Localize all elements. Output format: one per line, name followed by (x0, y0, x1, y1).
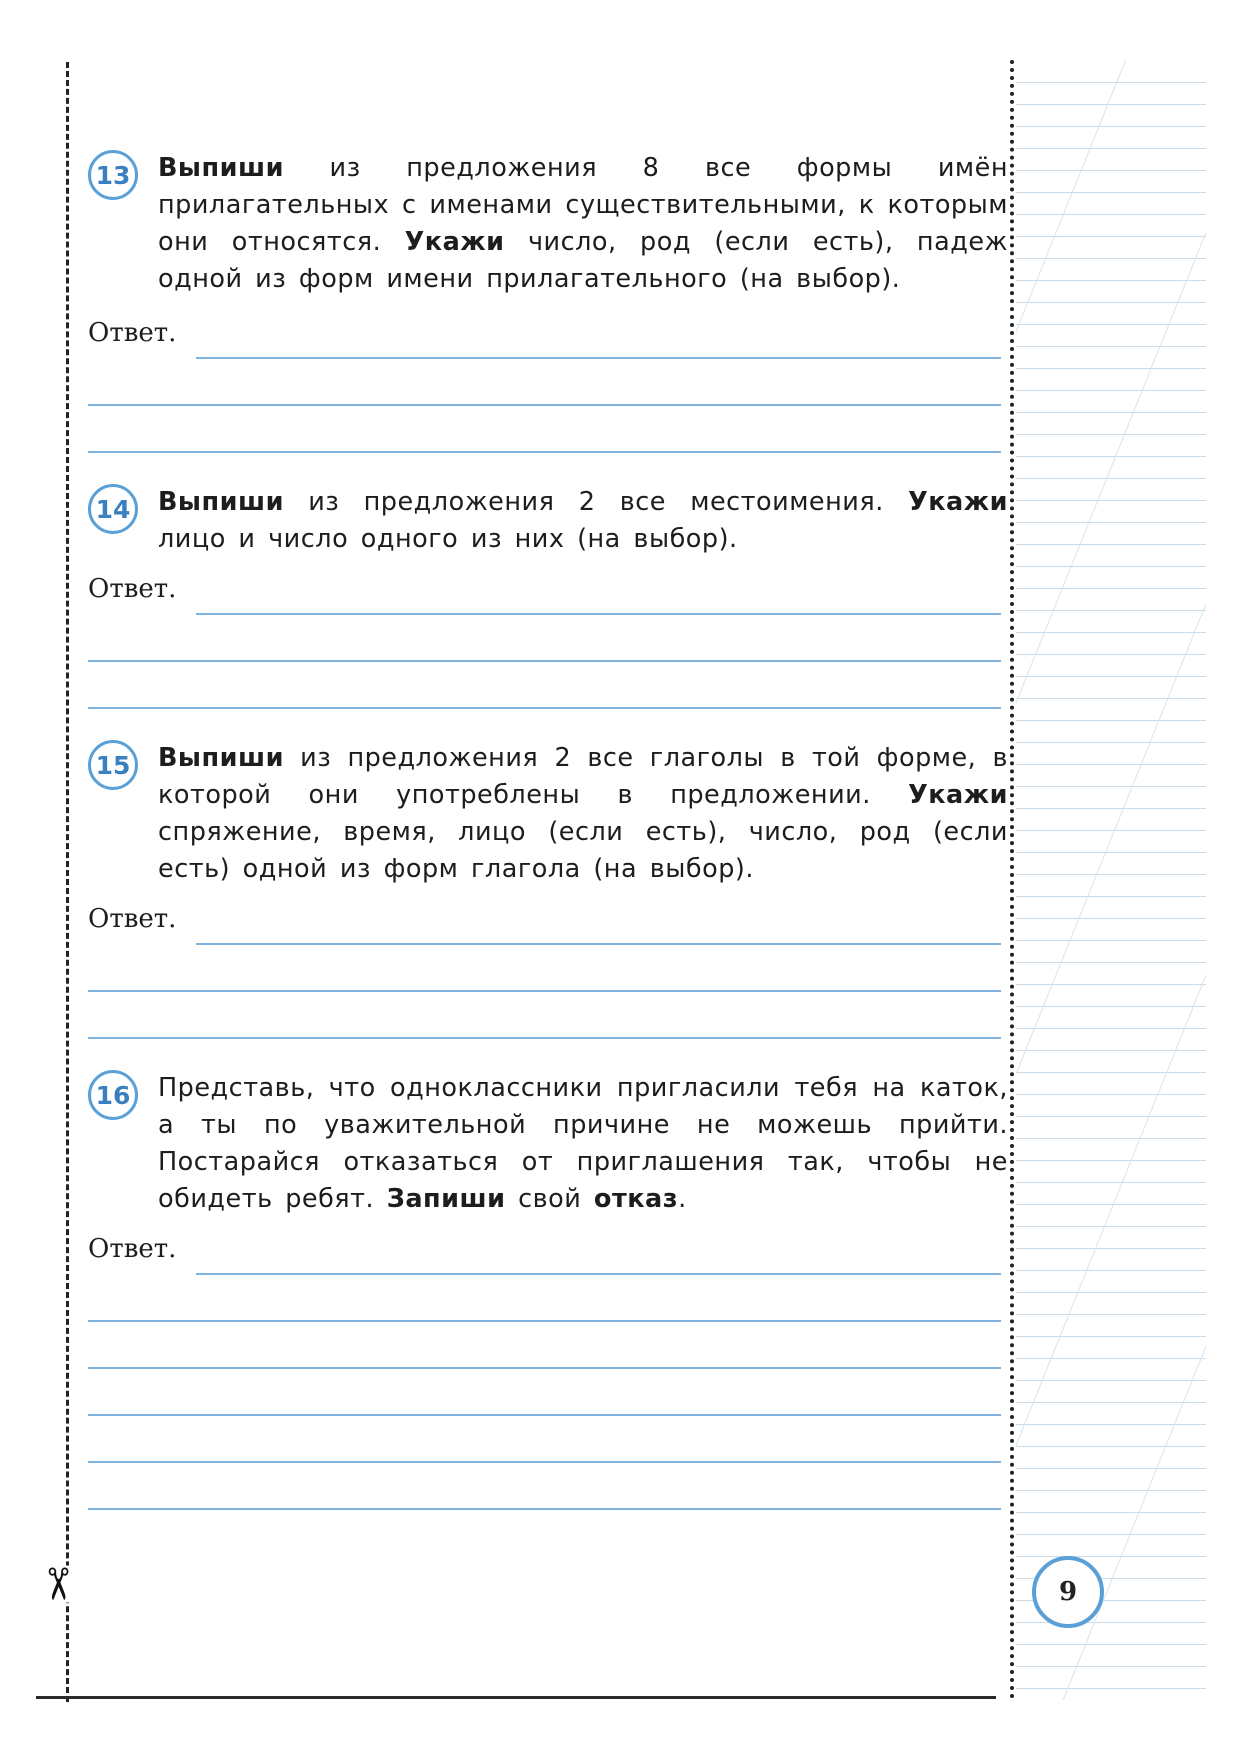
task-question (158, 1070, 1008, 1218)
margin-rule-line (1016, 874, 1206, 875)
margin-rule-line (1016, 192, 1206, 193)
margin-rule-line (1016, 764, 1206, 765)
margin-rule-line (1016, 434, 1206, 435)
answer-label: Ответ. (88, 1234, 177, 1264)
question-text: из предложения 8 все формы имён прилагательных с именами существительными, к которым они относятся. (158, 153, 1008, 257)
margin-rule-line (1016, 1534, 1206, 1535)
task-question (158, 484, 1008, 558)
margin-rule-line (1016, 1292, 1206, 1293)
margin-rule-line (1016, 984, 1206, 985)
task-question (158, 150, 1008, 298)
margin-rule-line (1016, 500, 1206, 501)
margin-rule-line (1016, 324, 1206, 325)
answer-line[interactable] (88, 990, 1001, 992)
margin-rule-line (1016, 1358, 1206, 1359)
margin-rule-line (1016, 1116, 1206, 1117)
margin-rule-line (1016, 610, 1206, 611)
margin-rule-line (1016, 1072, 1206, 1073)
margin-rule-line (1016, 588, 1206, 589)
margin-rule-line (1016, 1556, 1206, 1557)
margin-rule-line (1016, 1226, 1206, 1227)
margin-rule-line (1016, 346, 1206, 347)
question-text: из предложения 2 все глаголы в той форме, в которой они употреблены в предложении. (158, 743, 1008, 810)
answer-line[interactable] (88, 1461, 1001, 1463)
cut-line (66, 62, 69, 1702)
margin-rule-line (1016, 1028, 1206, 1029)
margin-rule-line (1016, 698, 1206, 699)
margin-rule-line (1016, 742, 1206, 743)
margin-rule-line (1016, 390, 1206, 391)
margin-rule-line (1016, 962, 1206, 963)
task-16 (88, 1070, 1008, 1218)
task-question (158, 740, 1008, 888)
question-text: свой (505, 1184, 594, 1214)
answer-line[interactable] (196, 613, 1001, 615)
margin-rule-line (1016, 1336, 1206, 1337)
answer-line[interactable] (88, 1414, 1001, 1416)
bold-instruction: Выпиши (158, 487, 284, 517)
margin-rule-line (1016, 918, 1206, 919)
answer-line[interactable] (88, 1037, 1001, 1039)
margin-rule-line (1016, 412, 1206, 413)
margin-slant-line (1016, 60, 1206, 1700)
answer-label: Ответ. (88, 318, 177, 348)
bold-instruction: Выпиши (158, 153, 284, 183)
margin-border (1010, 60, 1014, 1700)
question-text: спряжение, время, лицо (если есть), число, род (если есть) одной из форм глагола (на выбор). (158, 817, 1008, 884)
task-15 (88, 740, 1008, 888)
margin-rule-line (1016, 720, 1206, 721)
margin-slant-line (1016, 60, 1206, 1700)
margin-rule-line (1016, 1468, 1206, 1469)
margin-rule-line (1016, 1688, 1206, 1689)
margin-rule-line (1016, 654, 1206, 655)
answer-label: Ответ. (88, 904, 177, 934)
answer-line[interactable] (196, 943, 1001, 945)
margin-rule-line (1016, 1204, 1206, 1205)
answer-line[interactable] (88, 404, 1001, 406)
margin-rule-line (1016, 1644, 1206, 1645)
margin-rule-line (1016, 1094, 1206, 1095)
margin-rule-line (1016, 1622, 1206, 1623)
margin-rule-line (1016, 1138, 1206, 1139)
margin-rule-line (1016, 1248, 1206, 1249)
margin-rule-line (1016, 522, 1206, 523)
margin-rule-line (1016, 1446, 1206, 1447)
answer-line[interactable] (88, 1320, 1001, 1322)
margin-rule-line (1016, 1512, 1206, 1513)
margin-rule-line (1016, 214, 1206, 215)
margin-rule-line (1016, 1380, 1206, 1381)
margin-rule-line (1016, 786, 1206, 787)
margin-slant-line (1016, 60, 1206, 1700)
question-text: лицо и число одного из них (на выбор). (158, 524, 738, 554)
page-bottom-edge (36, 1696, 996, 1699)
answer-line[interactable] (88, 451, 1001, 453)
margin-rule-line (1016, 148, 1206, 149)
task-number-badge: 15 (88, 740, 138, 790)
margin-slant-line (1016, 60, 1206, 1700)
margin-strip (1016, 60, 1206, 1700)
margin-rule-line (1016, 236, 1206, 237)
margin-rule-line (1016, 940, 1206, 941)
task-13 (88, 150, 1008, 298)
margin-rule-line (1016, 1270, 1206, 1271)
margin-rule-line (1016, 82, 1206, 83)
margin-rule-line (1016, 1160, 1206, 1161)
margin-rule-line (1016, 852, 1206, 853)
bold-instruction: Укажи (908, 487, 1008, 517)
bold-instruction: Запиши (386, 1184, 506, 1214)
bold-instruction: Укажи (908, 780, 1008, 810)
answer-line[interactable] (196, 357, 1001, 359)
answer-line[interactable] (88, 1367, 1001, 1369)
task-14 (88, 484, 1008, 558)
answer-line[interactable] (88, 707, 1001, 709)
margin-rule-line (1016, 1402, 1206, 1403)
margin-slant-line (1016, 60, 1057, 1700)
task-number-badge: 14 (88, 484, 138, 534)
margin-rule-line (1016, 1314, 1206, 1315)
margin-rule-line (1016, 830, 1206, 831)
answer-line[interactable] (88, 660, 1001, 662)
margin-slant-line (1016, 60, 1206, 1700)
margin-rule-line (1016, 1424, 1206, 1425)
task-number-badge: 13 (88, 150, 138, 200)
question-text: . (678, 1184, 687, 1214)
margin-rule-line (1016, 456, 1206, 457)
margin-rule-line (1016, 676, 1206, 677)
margin-rule-line (1016, 1006, 1206, 1007)
answer-line[interactable] (196, 1273, 1001, 1275)
margin-rule-line (1016, 126, 1206, 127)
margin-rule-line (1016, 478, 1206, 479)
bold-instruction: Выпиши (158, 743, 284, 773)
margin-rule-line (1016, 1490, 1206, 1491)
margin-rule-line (1016, 170, 1206, 171)
task-number-badge: 16 (88, 1070, 138, 1120)
margin-rule-line (1016, 1182, 1206, 1183)
question-text: Представь, что одноклассники пригласили тебя на каток, а ты по уважительной причине не можешь прийти. Постарайся отказаться от приглашения так, чтобы не обидеть ребят. (158, 1073, 1008, 1214)
margin-rule-line (1016, 544, 1206, 545)
margin-rule-line (1016, 896, 1206, 897)
answer-label: Ответ. (88, 574, 177, 604)
bold-instruction: отказ (593, 1184, 679, 1214)
margin-rule-line (1016, 368, 1206, 369)
page-number: 9 (1032, 1556, 1104, 1628)
question-text: из предложения 2 все местоимения. (283, 487, 909, 517)
margin-rule-line (1016, 104, 1206, 105)
question-text: число, род (если есть), падеж одной из форм имени прилагательного (на выбор). (158, 227, 1009, 294)
margin-rule-line (1016, 808, 1206, 809)
margin-rule-line (1016, 1666, 1206, 1667)
bold-instruction: Укажи (404, 227, 505, 257)
margin-rule-line (1016, 1050, 1206, 1051)
scissors-icon: ✂ (31, 1565, 83, 1603)
answer-line[interactable] (88, 1508, 1001, 1510)
margin-rule-line (1016, 566, 1206, 567)
margin-rule-line (1016, 280, 1206, 281)
